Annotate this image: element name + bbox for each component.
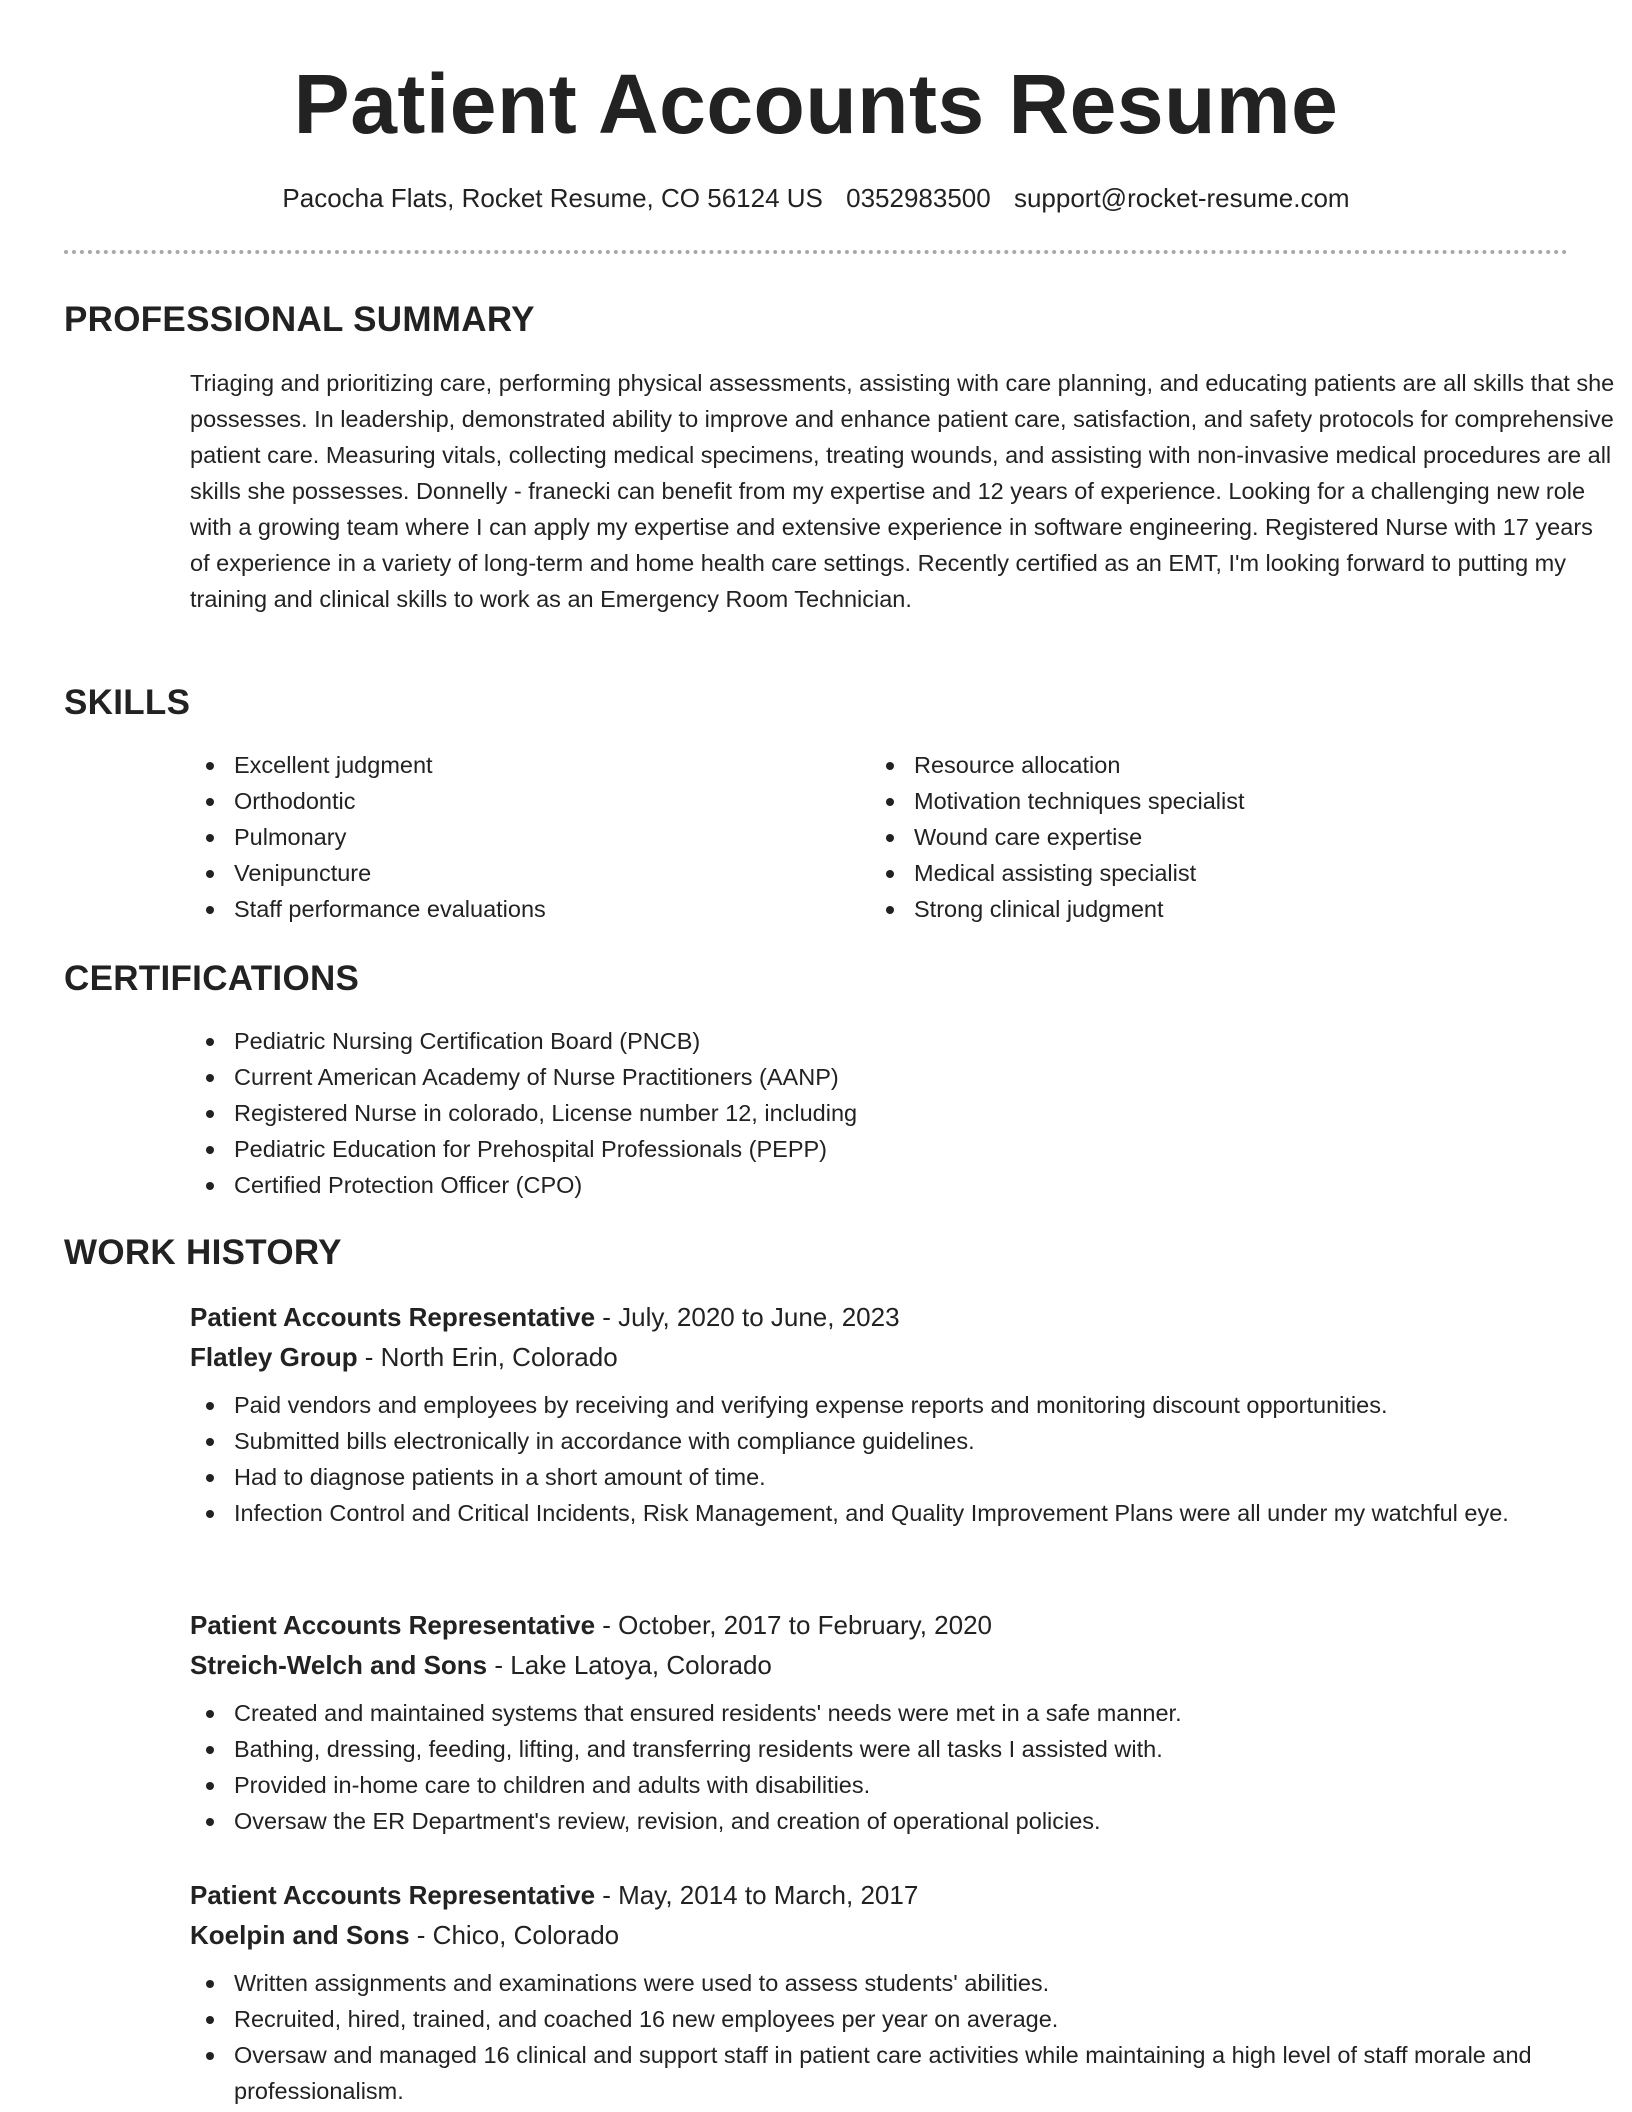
job-duty: Bathing, dressing, feeding, lifting, and transferring residents were all tasks I assisted with. bbox=[190, 1731, 1615, 1767]
summary-text: Triaging and prioritizing care, performing physical assessments, assisting with care planning, and educating patients are all skills that she possesses. In leadership, demonstrated ability to improve and enhance patient care, satisfaction, and safety protocols for comprehensive patient care. Measuring vitals, collecting medical specimens, treating wounds, and assisting with non-invasive medical procedures are all skills she possesses. Donnelly - franecki can benefit from my expertise and 12 years of experience. Looking for a challenging new role with a growing team where I can apply my expertise and extensive experience in software engineering. Registered Nurse with 17 years of experience in a variety of long-term and home health care settings. Recently certified as an EMT, I'm looking forward to putting my training and clinical skills to work as an Emergency Room Technician. bbox=[190, 370, 1615, 612]
summary-heading: PROFESSIONAL SUMMARY bbox=[64, 300, 535, 339]
contact-phone: 0352983500 bbox=[846, 183, 991, 213]
job-company: Flatley Group bbox=[190, 1342, 358, 1372]
job-dates: - July, 2020 to June, 2023 bbox=[595, 1302, 900, 1332]
job-location: - North Erin, Colorado bbox=[357, 1342, 618, 1372]
job-entry bbox=[190, 1875, 1615, 2109]
header-divider bbox=[64, 250, 1568, 254]
certification-item: Pediatric Education for Prehospital Professionals (PEPP) bbox=[190, 1131, 1490, 1167]
certifications-list bbox=[190, 1023, 1490, 1203]
skill-item: Venipuncture bbox=[190, 855, 830, 891]
skill-item: Medical assisting specialist bbox=[870, 855, 1510, 891]
contact-line bbox=[64, 180, 1568, 216]
contact-address: Pacocha Flats, Rocket Resume, CO 56124 US bbox=[282, 183, 823, 213]
job-duties bbox=[190, 1965, 1615, 2109]
certification-item: Certified Protection Officer (CPO) bbox=[190, 1167, 1490, 1203]
skill-item: Orthodontic bbox=[190, 783, 830, 819]
job-duty: Provided in-home care to children and adults with disabilities. bbox=[190, 1767, 1615, 1803]
skill-item: Pulmonary bbox=[190, 819, 830, 855]
job-title-line bbox=[190, 1875, 1615, 1915]
job-entry bbox=[190, 1297, 1615, 1531]
job-duty: Recruited, hired, trained, and coached 16 new employees per year on average. bbox=[190, 2001, 1615, 2037]
job-title: Patient Accounts Representative bbox=[190, 1302, 596, 1332]
skill-item: Resource allocation bbox=[870, 747, 1510, 783]
job-title: Patient Accounts Representative bbox=[190, 1880, 596, 1910]
job-location: - Lake Latoya, Colorado bbox=[487, 1650, 772, 1680]
skill-item: Strong clinical judgment bbox=[870, 891, 1510, 927]
job-company: Streich-Welch and Sons bbox=[190, 1650, 488, 1680]
job-duty: Created and maintained systems that ensured residents' needs were met in a safe manner. bbox=[190, 1695, 1615, 1731]
job-entry bbox=[190, 1605, 1615, 1839]
job-duty: Had to diagnose patients in a short amount of time. bbox=[190, 1459, 1615, 1495]
job-duties bbox=[190, 1695, 1615, 1839]
job-duty: Written assignments and examinations were used to assess students' abilities. bbox=[190, 1965, 1615, 2001]
job-location: - Chico, Colorado bbox=[409, 1920, 620, 1950]
certification-item: Registered Nurse in colorado, License number 12, including bbox=[190, 1095, 1490, 1131]
work-history-heading: WORK HISTORY bbox=[64, 1233, 342, 1272]
job-title: Patient Accounts Representative bbox=[190, 1610, 596, 1640]
job-dates: - May, 2014 to March, 2017 bbox=[595, 1880, 919, 1910]
skill-item: Wound care expertise bbox=[870, 819, 1510, 855]
skills-column-right bbox=[870, 747, 1510, 927]
skills-column-left bbox=[190, 747, 830, 927]
job-company: Koelpin and Sons bbox=[190, 1920, 410, 1950]
job-duties bbox=[190, 1387, 1615, 1531]
skills-heading: SKILLS bbox=[64, 683, 191, 722]
job-duty: Submitted bills electronically in accordance with compliance guidelines. bbox=[190, 1423, 1615, 1459]
job-title-line bbox=[190, 1297, 1615, 1337]
contact-email: support@rocket-resume.com bbox=[1013, 183, 1350, 213]
job-duty: Oversaw and managed 16 clinical and support staff in patient care activities while maintaining a high level of staff morale and professionalism. bbox=[190, 2037, 1615, 2109]
skill-item: Excellent judgment bbox=[190, 747, 830, 783]
skill-item: Motivation techniques specialist bbox=[870, 783, 1510, 819]
job-duty: Infection Control and Critical Incidents, Risk Management, and Quality Improvement Plans were all under my watchful eye. bbox=[190, 1495, 1615, 1531]
job-company-line bbox=[190, 1337, 1615, 1377]
certification-item: Current American Academy of Nurse Practitioners (AANP) bbox=[190, 1059, 1490, 1095]
job-company-line bbox=[190, 1915, 1615, 1955]
skills-list-left bbox=[190, 747, 830, 927]
certification-item: Pediatric Nursing Certification Board (PNCB) bbox=[190, 1023, 1490, 1059]
resume-title: Patient Accounts Resume bbox=[293, 57, 1339, 151]
job-title-line bbox=[190, 1605, 1615, 1645]
certifications-heading: CERTIFICATIONS bbox=[64, 959, 360, 998]
job-company-line bbox=[190, 1645, 1615, 1685]
job-duty: Oversaw the ER Department's review, revision, and creation of operational policies. bbox=[190, 1803, 1615, 1839]
skill-item: Staff performance evaluations bbox=[190, 891, 830, 927]
job-dates: - October, 2017 to February, 2020 bbox=[595, 1610, 993, 1640]
skills-list-right bbox=[870, 747, 1510, 927]
job-duty: Paid vendors and employees by receiving and verifying expense reports and monitoring discount opportunities. bbox=[190, 1387, 1615, 1423]
